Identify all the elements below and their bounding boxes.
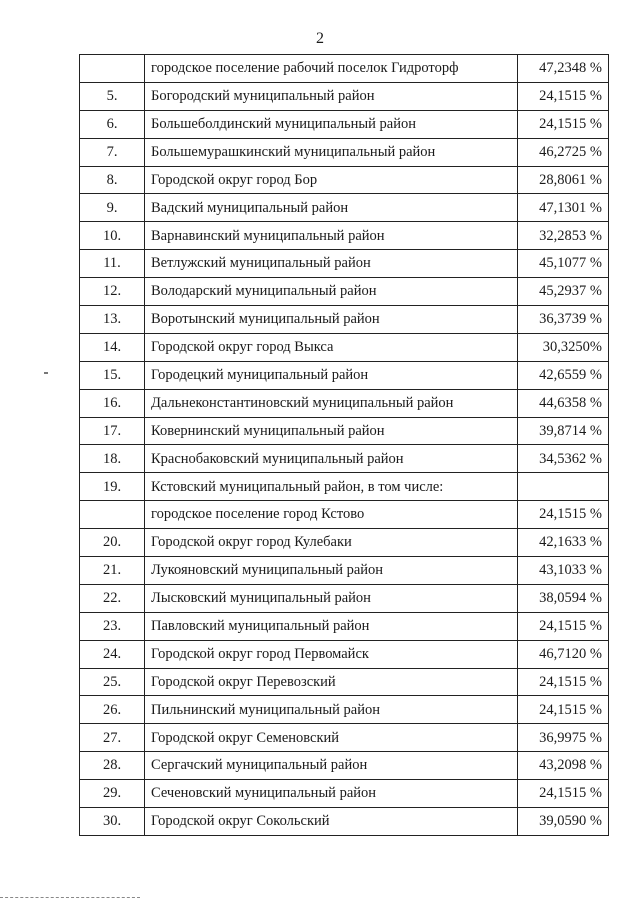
row-number: 8. <box>80 166 145 194</box>
row-number: 24. <box>80 640 145 668</box>
row-number <box>80 55 145 83</box>
row-number: 20. <box>80 529 145 557</box>
municipality-name: Городской округ Перевозский <box>145 668 518 696</box>
table-row <box>80 501 609 529</box>
table-row <box>80 696 609 724</box>
percentage-value: 46,2725 % <box>518 138 609 166</box>
table-row <box>80 306 609 334</box>
table-row <box>80 557 609 585</box>
table-row <box>80 752 609 780</box>
percentage-value <box>518 473 609 501</box>
table-row <box>80 138 609 166</box>
table-row <box>80 194 609 222</box>
table-row <box>80 417 609 445</box>
municipality-name: Краснобаковский муниципальный район <box>145 445 518 473</box>
municipality-name: Ветлужский муниципальный район <box>145 250 518 278</box>
percentage-value: 39,0590 % <box>518 808 609 836</box>
percentage-value: 45,2937 % <box>518 278 609 306</box>
margin-mark <box>44 372 48 374</box>
municipality-name: Большемурашкинский муниципальный район <box>145 138 518 166</box>
row-number: 26. <box>80 696 145 724</box>
municipality-name: Городской округ город Кулебаки <box>145 529 518 557</box>
row-number: 25. <box>80 668 145 696</box>
row-number: 10. <box>80 222 145 250</box>
row-number: 27. <box>80 724 145 752</box>
municipality-name: Городской округ город Первомайск <box>145 640 518 668</box>
percentage-value: 38,0594 % <box>518 584 609 612</box>
row-number: 19. <box>80 473 145 501</box>
percentage-value: 24,1515 % <box>518 780 609 808</box>
table-row <box>80 640 609 668</box>
table-row <box>80 110 609 138</box>
percentage-value: 24,1515 % <box>518 612 609 640</box>
percentage-value: 42,6559 % <box>518 361 609 389</box>
table-row <box>80 473 609 501</box>
percentage-value: 47,1301 % <box>518 194 609 222</box>
table-row <box>80 82 609 110</box>
percentage-value: 45,1077 % <box>518 250 609 278</box>
municipality-name: Городской округ Сокольский <box>145 808 518 836</box>
municipality-name: Варнавинский муниципальный район <box>145 222 518 250</box>
table-row <box>80 333 609 361</box>
row-number: 17. <box>80 417 145 445</box>
row-number: 5. <box>80 82 145 110</box>
table-row <box>80 808 609 836</box>
table-row <box>80 222 609 250</box>
table-row <box>80 55 609 83</box>
table-row <box>80 668 609 696</box>
municipality-name: Павловский муниципальный район <box>145 612 518 640</box>
percentage-value: 34,5362 % <box>518 445 609 473</box>
table-row <box>80 278 609 306</box>
row-number: 22. <box>80 584 145 612</box>
table-row <box>80 389 609 417</box>
table-row <box>80 166 609 194</box>
row-number: 21. <box>80 557 145 585</box>
row-number: 12. <box>80 278 145 306</box>
percentage-value: 44,6358 % <box>518 389 609 417</box>
municipality-name: Богородский муниципальный район <box>145 82 518 110</box>
row-number: 9. <box>80 194 145 222</box>
footer-rule <box>0 897 140 898</box>
municipality-name: Лысковский муниципальный район <box>145 584 518 612</box>
table-row <box>80 584 609 612</box>
percentage-value: 43,1033 % <box>518 557 609 585</box>
row-number: 28. <box>80 752 145 780</box>
percentage-value: 36,9975 % <box>518 724 609 752</box>
row-number: 15. <box>80 361 145 389</box>
allocation-table <box>79 54 609 836</box>
municipality-name: Городецкий муниципальный район <box>145 361 518 389</box>
percentage-value: 43,2098 % <box>518 752 609 780</box>
municipality-name: Дальнеконстантиновский муниципальный район <box>145 389 518 417</box>
row-number: 16. <box>80 389 145 417</box>
percentage-value: 24,1515 % <box>518 110 609 138</box>
municipality-name: Сеченовский муниципальный район <box>145 780 518 808</box>
percentage-value: 39,8714 % <box>518 417 609 445</box>
municipality-name: Володарский муниципальный район <box>145 278 518 306</box>
table-row <box>80 250 609 278</box>
table-row <box>80 724 609 752</box>
percentage-value: 30,3250% <box>518 333 609 361</box>
percentage-value: 46,7120 % <box>518 640 609 668</box>
table-row <box>80 612 609 640</box>
municipality-name: Кстовский муниципальный район, в том числе: <box>145 473 518 501</box>
table-row <box>80 445 609 473</box>
municipality-name: Воротынский муниципальный район <box>145 306 518 334</box>
municipality-name: городское поселение рабочий поселок Гидроторф <box>145 55 518 83</box>
percentage-value: 24,1515 % <box>518 501 609 529</box>
table-row <box>80 780 609 808</box>
municipality-name: Ковернинский муниципальный район <box>145 417 518 445</box>
municipality-name: Лукояновский муниципальный район <box>145 557 518 585</box>
municipality-name: Вадский муниципальный район <box>145 194 518 222</box>
table-body <box>80 55 609 836</box>
percentage-value: 32,2853 % <box>518 222 609 250</box>
table-row <box>80 529 609 557</box>
percentage-value: 24,1515 % <box>518 668 609 696</box>
row-number: 18. <box>80 445 145 473</box>
municipality-name: Сергачский муниципальный район <box>145 752 518 780</box>
percentage-value: 42,1633 % <box>518 529 609 557</box>
municipality-name: Большеболдинский муниципальный район <box>145 110 518 138</box>
row-number: 30. <box>80 808 145 836</box>
row-number: 11. <box>80 250 145 278</box>
municipality-name: Городской округ город Выкса <box>145 333 518 361</box>
percentage-value: 28,8061 % <box>518 166 609 194</box>
row-number: 7. <box>80 138 145 166</box>
municipality-name: Городской округ город Бор <box>145 166 518 194</box>
table-row <box>80 361 609 389</box>
percentage-value: 36,3739 % <box>518 306 609 334</box>
percentage-value: 47,2348 % <box>518 55 609 83</box>
row-number: 14. <box>80 333 145 361</box>
row-number: 6. <box>80 110 145 138</box>
page-number: 2 <box>316 30 324 47</box>
row-number: 13. <box>80 306 145 334</box>
percentage-value: 24,1515 % <box>518 696 609 724</box>
municipality-name: городское поселение город Кстово <box>145 501 518 529</box>
municipality-name: Городской округ Семеновский <box>145 724 518 752</box>
row-number <box>80 501 145 529</box>
municipality-name: Пильнинский муниципальный район <box>145 696 518 724</box>
row-number: 23. <box>80 612 145 640</box>
row-number: 29. <box>80 780 145 808</box>
percentage-value: 24,1515 % <box>518 82 609 110</box>
